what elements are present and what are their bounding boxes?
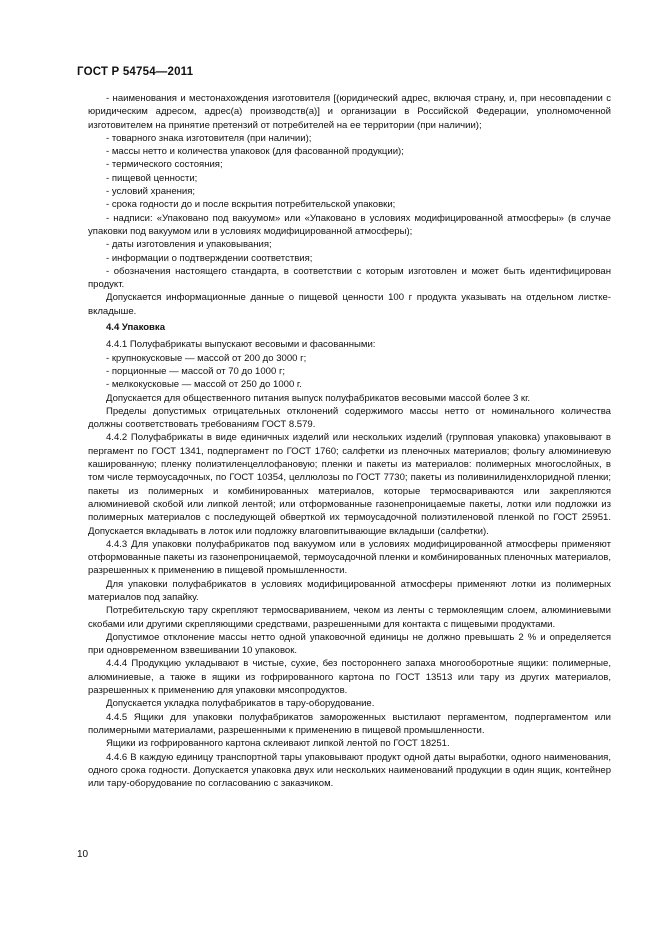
paragraph: 4.4.4 Продукцию укладывают в чистые, сухие, без постороннего запаха многооборотные ящики: полимерные, алюминиевые, а также в ящики из гофрированного картона по ГОСТ 13513 или тару из других материалов, разрешенных к применению для упаковки мясопродуктов. [88, 658, 611, 697]
paragraph: Допускается укладка полуфабрикатов в тару-оборудование. [106, 698, 375, 710]
paragraph: 4.4.5 Ящики для упаковки полуфабрикатов замороженных выстилают пергаментом, подпергаментом или полимерными материалами, разрешенными к применению в пищевой промышленности. [88, 711, 611, 736]
list-item: - порционные — массой от 70 до 1000 г; [106, 365, 286, 377]
list-item: - даты изготовления и упаковывания; [106, 239, 272, 251]
paragraph: Допустимое отклонение массы нетто одной упаковочной единицы не должно превышать 2 % и определяется при одновременном взвешивании 10 упаковок. [88, 631, 611, 657]
list-item: - пищевой ценности; [106, 172, 198, 184]
page-number: 10 [77, 849, 89, 860]
paragraph: Пределы допустимых отрицательных отклонений содержимого массы нетто от номинального количества должны соответствовать требованиям ГОСТ 8.579. [88, 405, 611, 431]
document-header: ГОСТ Р 54754—2011 [77, 66, 194, 78]
paragraph: 4.4.1 Полуфабрикаты выпускают весовыми и фасованными: [106, 339, 376, 351]
list-item: - крупнокусковые — массой от 200 до 3000 г; [106, 352, 307, 364]
list-item: - срока годности до и после вскрытия потребительской упаковки; [106, 199, 396, 211]
section-heading: 4.4 Упаковка [106, 322, 166, 334]
list-item: - надписи: «Упаковано под вакуумом» или «Упаковано в условиях модифицированной атмосферы» (в случае упаковки под вакуумом или в условиях модифицированной атмосферы); [88, 212, 611, 237]
paragraph: 4.4.3 Для упаковки полуфабрикатов под вакуумом или в условиях модифицированной атмосферы применяют отформованные пакеты из газонепроницаемой, термоусадочной пленки и комбинированных пленочных материалов, разрешенных к применению в пищевой промышленности. [88, 538, 611, 577]
list-item: - условий хранения; [106, 186, 196, 198]
document-body [88, 92, 611, 790]
list-item: - мелкокусковые — массой от 250 до 1000 г. [106, 379, 302, 391]
list-item: - обозначения настоящего стандарта, в соответствии с которым изготовлен и может быть идентифицирован продукт. [88, 265, 611, 291]
paragraph: 4.4.6 В каждую единицу транспортной тары упаковывают продукт одной даты выработки, одного наименования, одного срока годности. Допускается упаковка двух или нескольких наименований продукции в один ящик, контейнер или тару-оборудование по согласованию с заказчиком. [88, 751, 611, 790]
list-item: - товарного знака изготовителя (при наличии); [106, 132, 312, 144]
paragraph: Допускается информационные данные о пищевой ценности 100 г продукта указывать на отдельном листке-вкладыше. [88, 292, 611, 317]
list-item: - термического состояния; [106, 159, 223, 171]
paragraph: Допускается для общественного питания выпуск полуфабрикатов весовыми массой более 3 кг. [106, 392, 531, 404]
list-item: - наименования и местонахождения изготовителя [(юридический адрес, включая страну, и, при несовпадении с юридическим адресом, адрес(а) производств(а)] и организации в Российской Федерации, уполномоченной изготовителем на принятие претензий от потребителей на ее территории (при наличии); [88, 93, 611, 131]
paragraph: Ящики из гофрированного картона склеивают липкой лентой по ГОСТ 18251. [106, 738, 450, 750]
paragraph: Потребительскую тару скрепляют термосвариванием, чеком из ленты с термоклеящим слоем, алюминиевыми скобами или другими скрепляющими средствами, разрешенными для контакта с пищевыми продуктами. [88, 605, 611, 630]
list-item: - массы нетто и количества упаковок (для фасованной продукции); [106, 146, 404, 158]
list-item: - информации о подтверждении соответствия; [106, 252, 313, 264]
paragraph: 4.4.2 Полуфабрикаты в виде единичных изделий или нескольких изделий (групповая упаковка) упаковывают в пергамент по ГОСТ 1341, подпергамент по ГОСТ 1760; салфетки из пленочных материалов; фольгу алюминиевую кашированную; пленку полиэтиленцеллофановую; пленки и пакеты из материалов: полимерных многослойных, в том числе термоусадочных, по ГОСТ 10354, целлюлозы по ГОСТ 7730; пакеты из поливинилиденхлоридной пленки; пакеты из полимерных и комбинированных материалов, которые термосвариваются или закрепляются алюминиевой скобой или липкой лентой; или отформованные газонепроницаемые пакеты, лотки или подложки из полимерных материалов с последующей обверткой их термоусадочной полиэтиленовой пленкой по ГОСТ 25951. Допускается вкладывать в лоток или подложку влаговпитывающие вкладыши (салфетки). [88, 432, 611, 537]
paragraph: Для упаковки полуфабрикатов в условиях модифицированной атмосферы применяют лотки из полимерных материалов под запайку. [88, 578, 611, 603]
